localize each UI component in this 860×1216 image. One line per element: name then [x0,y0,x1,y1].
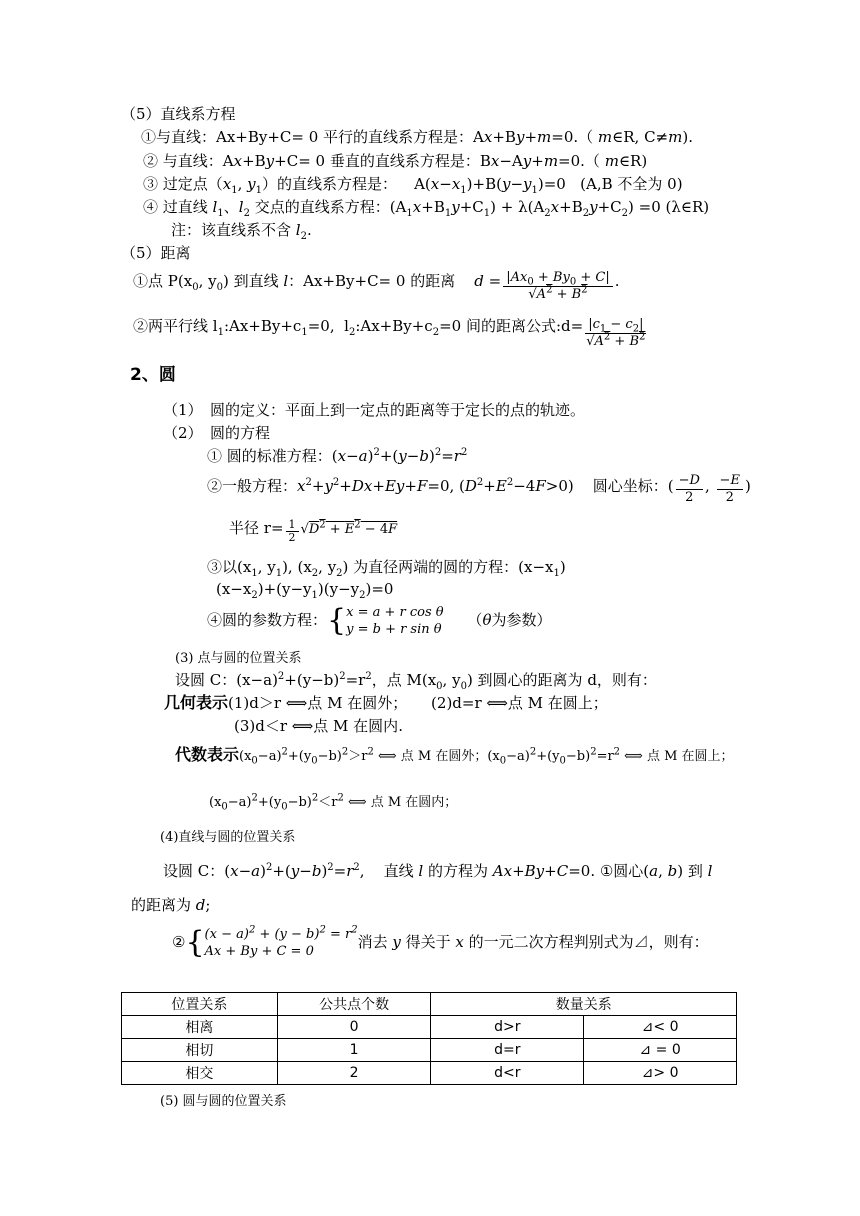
table-cell: ⊿< 0 [584,1016,737,1039]
point-line-distance: ①点 $P(x_0$, $y_0$) 到直线 l：Ax+By+C= 0 的距离 d = $\frac{|Ax_0 + By_0 + C|}{√A^2 + B^2}$ . [133,270,620,302]
table-cell: ⊿ = 0 [584,1039,737,1062]
table-header-cell: 公共点个数 [277,993,431,1016]
line-circle-heading: (4)直线与圆的位置关系 [160,830,296,845]
line-system-heading: （5）直线系方程 [121,105,236,123]
circle-circle-heading: (5) 圆与圆的位置关系 [160,1094,287,1109]
table-cell: 相离 [122,1016,278,1039]
distance-heading: （5）距离 [121,244,191,262]
point-circle-setup: 设圆 C：$(x-a)^2+(y-b)^2=r^2$，点 $M(x_0$, $y_0$) 到圆心的距离为 d，则有： [175,671,657,692]
circle-radius: 半径 r= $\frac{1}{2}$ $√D^2 + E^2 - 4F$ [229,518,398,544]
line-circle-setup-cont: 的距离为 d; [131,896,211,914]
table-cell: d=r [431,1039,584,1062]
table-header-cell: 数量关系 [431,993,737,1016]
parallel-lines-distance: ②两平行线 $l_1:Ax+By+c_1=0$, $l_2:Ax+By+c_2=0$ 间的距离公式:d= $\frac{|c_1 - c_2|}{√A^2 + B^2}$ [133,317,646,349]
table-cell: 相交 [122,1062,278,1085]
line-system-note: 注：该直线系不含 $l_2$. [171,221,312,242]
table-cell: d>r [431,1016,584,1039]
table-cell: 相切 [122,1039,278,1062]
circle-general-equation: ②一般方程：$x^2+y^2+Dx+Ey+F=0$, $(D^2+E^2-4F>0)$ 圆心坐标：( $\frac{-D}{2}$ , $\frac{-E}{2}$ ) [207,473,751,505]
circle-diameter-equation-cont: $(x-x_2)+(y-y_1)(y-y_2)=0$ [216,580,394,601]
circle-definition: （1） 圆的定义：平面上到一定点的距离等于定长的点的轨迹。 [163,401,586,419]
circle-equation-heading: （2） 圆的方程 [163,424,271,442]
intersection-family-line: ④ 过直线 $l_1$、$l_2$ 交点的直线系方程：$(A_1x+B_1y+C_1) + \lambda(A_2x+B_2y+C_2) =0$ (λ∈R) [143,198,710,219]
point-circle-heading: (3) 点与圆的位置关系 [175,651,302,666]
circle-standard-equation: ① 圆的标准方程：$(x-a)^2+(y-b)^2=r^2$ [207,447,468,465]
geometric-representation: 几何表示(1)d＞r ⟺点 M 在圆外； (2)d=r ⟺点 M 在圆上； [164,693,608,712]
algebraic-representation: 代数表示$(x_0-a)^2+(y_0-b)^2>r^2$ ⟺ 点 M 在圆外；$(x_0-a)^2+(y_0-b)^2=r^2$ ⟺ 点 M 在圆上； [175,745,734,767]
perpendicular-family-line: ② 与直线：Ax+By+C= 0 垂直的直线系方程是：Bx−Ay+m=0.（ m∈R) [143,152,648,170]
position-relation-table [121,992,737,1085]
circle-diameter-equation: ③以($x_1$, $y_1$), ($x_2$, $y_2$) 为直径两端的圆的方程：$(x-x_1)$ [207,558,566,579]
table-header-cell: 位置关系 [122,993,278,1016]
table-cell: 0 [277,1016,431,1039]
table-cell: 2 [277,1062,431,1085]
circle-parametric-equation: ④圆的参数方程：{ x = a + r cos θ y = b + r sin θ （θ为参数） [207,603,552,638]
table-row [122,1062,737,1085]
table-cell: 1 [277,1039,431,1062]
table-cell: d<r [431,1062,584,1085]
table-header-row [122,993,737,1016]
geometric-representation-3: (3)d＜r ⟺点 M 在圆内. [234,717,403,735]
table-cell: ⊿> 0 [584,1062,737,1085]
line-circle-system: ②{ $(x - a)^2 + (y - b)^2 = r^2$ Ax + By + C = 0 消去 y 得关于 x 的一元二次方程判别式为⊿，则有： [172,924,709,960]
table-row [122,1039,737,1062]
table-row [122,1016,737,1039]
line-circle-setup: 设圆 C：$(x-a)^2+(y-b)^2=r^2$, 直线 l 的方程为 Ax+By+C=0. ①圆心(a, b) 到 l [163,862,713,880]
circle-section-title: 2、圆 [130,365,176,385]
algebraic-representation-2: $(x_0-a)^2+(y_0-b)^2<r^2$ ⟺ 点 M 在圆内； [209,792,458,813]
parallel-family-line: ①与直线：Ax+By+C= 0 平行的直线系方程是：Ax+By+m=0.（ m∈R, C≠m). [141,128,693,146]
point-family-line: ③ 过定点（$x_1$, $y_1$）的直线系方程是： $A(x-x_1)+B(y-y_1)=0$ (A,B 不全为 0) [143,175,683,196]
